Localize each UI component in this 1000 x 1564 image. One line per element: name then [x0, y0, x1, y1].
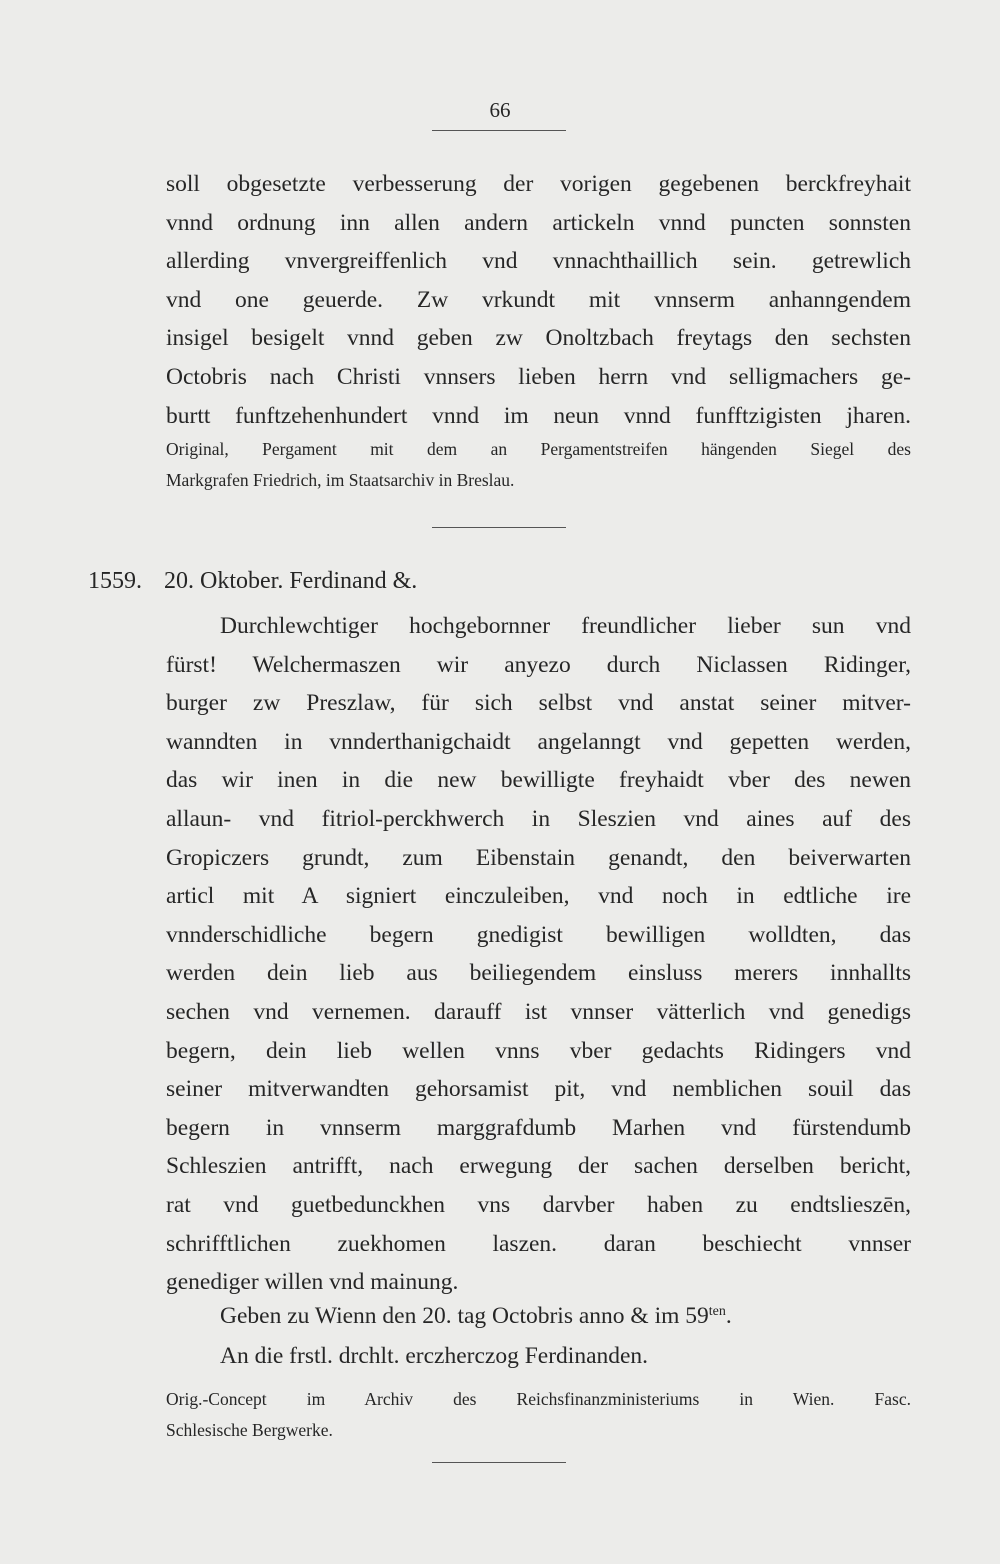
- text-line: allerding vnvergreiffenlich vnd vnnachthaillich sein. getrewlich: [166, 248, 911, 275]
- text-line: burtt funftzehenhundert vnnd im neun vnnd funfftzigisten jharen.: [166, 402, 911, 429]
- text-line: rat vnd guetbedunckhen vns darvber haben zu endtslieszēn,: [166, 1191, 911, 1218]
- dating-superscript: ten: [708, 1304, 726, 1319]
- entry-title: 20. Oktober. Ferdinand &.: [164, 568, 418, 594]
- text-line: Octobris nach Christi vnnsers lieben herrn vnd selligmachers ge-: [166, 363, 911, 390]
- note-line: Original, Pergament mit dem an Pergamentstreifen hängenden Siegel des: [166, 439, 911, 459]
- dating-line: [220, 1303, 732, 1330]
- text-line: genediger willen vnd mainung.: [166, 1269, 459, 1296]
- text-line: wanndten in vnnderthanigchaidt angelanngt vnd gepetten werden,: [166, 728, 911, 755]
- note-line: Markgrafen Friedrich, im Staatsarchiv in Breslau.: [166, 470, 515, 490]
- source-note-2: [166, 1384, 911, 1446]
- footer-rule: [432, 1462, 566, 1463]
- text-line: vnd one geuerde. Zw vrkundt mit vnnserm anhanngendem: [166, 286, 911, 313]
- address-line: An die frstl. drchlt. erczherczog Ferdinanden.: [220, 1343, 649, 1369]
- header-rule: [432, 130, 566, 131]
- text-line: allaun- vnd fitriol-perckhwerch in Sleszien vnd aines auf des: [166, 805, 911, 832]
- text-line: articl mit A signiert einczuleiben, vnd noch in edtliche ire: [166, 883, 911, 910]
- text-line: soll obgesetzte verbesserung der vorigen gegebenen berckfreyhait: [166, 171, 911, 197]
- text-line: werden dein lieb aus beiliegendem einsluss merers innhallts: [166, 960, 911, 987]
- text-line: schrifftlichen zuekhomen laszen. daran beschiecht vnnser: [166, 1230, 911, 1257]
- section-divider: [432, 527, 566, 528]
- text-line: sechen vnd vernemen. darauff ist vnnser vätterlich vnd genedigs: [166, 998, 911, 1025]
- text-line: burger zw Preszlaw, für sich selbst vnd anstat seiner mitver-: [166, 690, 911, 717]
- text-line: seiner mitverwandten gehorsamist pit, vnd nemblichen souil das: [166, 1076, 911, 1103]
- dating-end: .: [725, 1303, 732, 1329]
- source-note-1: [166, 434, 911, 496]
- text-line: insigel besigelt vnnd geben zw Onoltzbach freytags den sechsten: [166, 325, 911, 352]
- note-line: Orig.-Concept im Archiv des Reichsfinanzministeriums in Wien. Fasc.: [166, 1389, 911, 1409]
- letter-body: [166, 607, 911, 1302]
- text-line: Durchlewchtiger hochgebornner freundlicher lieber sun vnd: [220, 613, 911, 639]
- continuation-paragraph: [166, 165, 911, 435]
- text-line: fürst! Welchermaszen wir anyezo durch Niclassen Ridinger,: [166, 651, 911, 678]
- text-line: das wir inen in die new bewilligte freyhaidt vber des newen: [166, 767, 911, 794]
- entry-heading: [88, 568, 417, 595]
- entry-year: 1559.: [88, 568, 142, 594]
- text-line: vnnd ordnung inn allen andern artickeln vnnd puncten sonnsten: [166, 209, 911, 236]
- text-line: Schleszien antrifft, nach erwegung der sachen derselben bericht,: [166, 1153, 911, 1180]
- dating-text: Geben zu Wienn den 20. tag Octobris anno & im 59: [220, 1303, 709, 1329]
- page-number: 66: [489, 98, 511, 122]
- note-line: Schlesische Bergwerke.: [166, 1420, 333, 1440]
- text-line: begern, dein lieb wellen vnns vber gedachts Ridingers vnd: [166, 1037, 911, 1064]
- text-line: Gropiczers grundt, zum Eibenstain genandt, den beiverwarten: [166, 844, 911, 871]
- text-line: vnnderschidliche begern gnedigist bewilligen wolldten, das: [166, 921, 911, 948]
- text-line: begern in vnnserm marggrafdumb Marhen vnd fürstendumb: [166, 1114, 911, 1141]
